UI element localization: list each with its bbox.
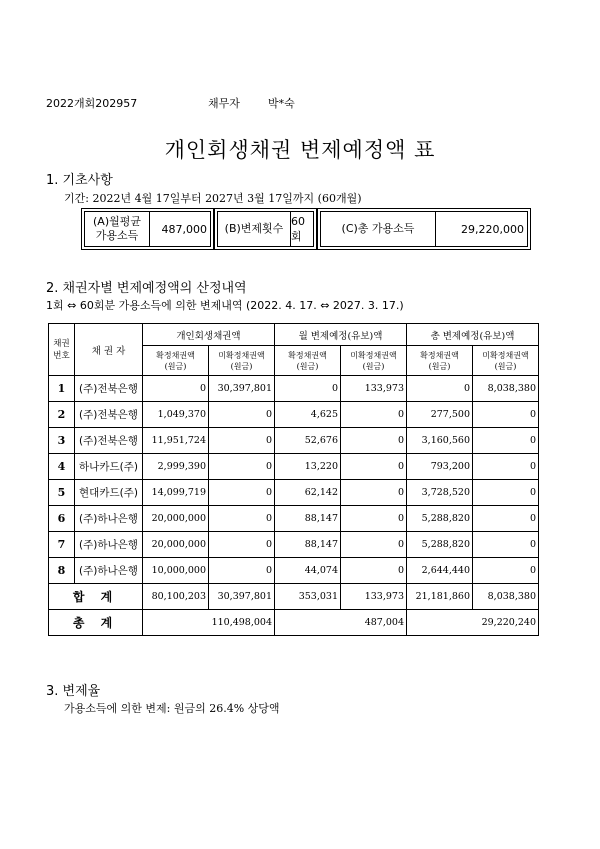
col-header-no-line1: 채권 xyxy=(53,338,70,349)
sub-header-confirmed: 확정채권액 (원금) xyxy=(143,346,209,376)
row-monthly-unconfirmed: 133,973 xyxy=(341,376,407,402)
table-row xyxy=(49,402,539,428)
grand-total-total: 29,220,240 xyxy=(407,610,539,636)
group-header-claims: 개인회생채권액 xyxy=(143,324,275,346)
row-total-confirmed: 3,728,520 xyxy=(407,480,473,506)
row-claims-unconfirmed: 0 xyxy=(209,558,275,584)
grand-total-monthly: 487,004 xyxy=(275,610,407,636)
subtotal-row xyxy=(49,584,539,610)
row-number: 4 xyxy=(49,454,75,480)
row-claims-unconfirmed: 0 xyxy=(209,402,275,428)
table-row xyxy=(49,506,539,532)
row-creditor: (주)전북은행 xyxy=(75,428,143,454)
col-header-no xyxy=(49,324,75,376)
row-monthly-confirmed: 44,074 xyxy=(275,558,341,584)
table-row xyxy=(49,558,539,584)
section1-heading: 1. 기초사항 xyxy=(46,173,113,188)
repayment-period: 기간: 2022년 4월 17일부터 2027년 3월 17일까지 (60개월) xyxy=(64,192,362,205)
repayment-basis: 1회 ⇔ 60회분 가용소득에 의한 변제내역 (2022. 4. 17. ⇔ 2027. 3. 17.) xyxy=(46,299,404,312)
row-creditor: (주)하나은행 xyxy=(75,558,143,584)
row-claims-confirmed: 11,951,724 xyxy=(143,428,209,454)
subtotal-total-confirmed: 21,181,860 xyxy=(407,584,473,610)
subtotal-monthly-confirmed: 353,031 xyxy=(275,584,341,610)
grand-total-claims: 110,498,004 xyxy=(143,610,275,636)
row-claims-unconfirmed: 0 xyxy=(209,454,275,480)
col-header-no-line2: 번호 xyxy=(53,350,70,361)
row-number: 7 xyxy=(49,532,75,558)
box-monthly-income-label-line1: (A)월평균 xyxy=(93,215,141,228)
row-number: 2 xyxy=(49,402,75,428)
sub-header-unconfirmed: 미확정채권액 (원금) xyxy=(341,346,407,376)
row-number: 3 xyxy=(49,428,75,454)
row-creditor: 현대카드(주) xyxy=(75,480,143,506)
row-total-unconfirmed: 0 xyxy=(473,428,539,454)
row-monthly-unconfirmed: 0 xyxy=(341,558,407,584)
box-monthly-income xyxy=(84,211,211,247)
box-monthly-income-value: 487,000 xyxy=(161,222,207,236)
debtor-name: 박*숙 xyxy=(268,97,295,110)
box-repayment-count xyxy=(217,211,314,247)
table-row xyxy=(49,480,539,506)
row-total-unconfirmed: 0 xyxy=(473,532,539,558)
row-claims-unconfirmed: 0 xyxy=(209,480,275,506)
box-total-income xyxy=(320,211,528,247)
row-total-confirmed: 793,200 xyxy=(407,454,473,480)
table-row xyxy=(49,454,539,480)
row-total-unconfirmed: 0 xyxy=(473,454,539,480)
row-monthly-unconfirmed: 0 xyxy=(341,454,407,480)
row-total-unconfirmed: 8,038,380 xyxy=(473,376,539,402)
row-monthly-unconfirmed: 0 xyxy=(341,480,407,506)
repayment-rate: 가용소득에 의한 변제: 원금의 26.4% 상당액 xyxy=(64,702,280,715)
row-claims-unconfirmed: 0 xyxy=(209,506,275,532)
row-claims-confirmed: 10,000,000 xyxy=(143,558,209,584)
sub-header-unconfirmed: 미확정채권액 (원금) xyxy=(473,346,539,376)
row-total-confirmed: 0 xyxy=(407,376,473,402)
box-repayment-count-value: 60회 xyxy=(291,214,305,243)
sub-header-unconfirmed: 미확정채권액 (원금) xyxy=(209,346,275,376)
box-monthly-income-label-line2: 가용소득 xyxy=(95,229,139,242)
row-creditor: (주)하나은행 xyxy=(75,506,143,532)
repayment-table xyxy=(48,323,539,636)
row-claims-confirmed: 20,000,000 xyxy=(143,506,209,532)
debtor-label: 채무자 xyxy=(208,97,240,110)
row-number: 6 xyxy=(49,506,75,532)
row-monthly-confirmed: 52,676 xyxy=(275,428,341,454)
row-total-unconfirmed: 0 xyxy=(473,506,539,532)
table-row xyxy=(49,376,539,402)
row-monthly-unconfirmed: 0 xyxy=(341,402,407,428)
row-total-unconfirmed: 0 xyxy=(473,402,539,428)
row-claims-confirmed: 20,000,000 xyxy=(143,532,209,558)
row-monthly-confirmed: 0 xyxy=(275,376,341,402)
row-total-confirmed: 277,500 xyxy=(407,402,473,428)
case-number: 2022개회202957 xyxy=(46,97,138,110)
table-row xyxy=(49,428,539,454)
row-number: 5 xyxy=(49,480,75,506)
box-total-income-label: (C)총 가용소득 xyxy=(321,212,436,246)
row-monthly-confirmed: 4,625 xyxy=(275,402,341,428)
row-monthly-unconfirmed: 0 xyxy=(341,532,407,558)
row-creditor: (주)하나은행 xyxy=(75,532,143,558)
subtotal-total-unconfirmed: 8,038,380 xyxy=(473,584,539,610)
group-header-total: 총 변제예정(유보)액 xyxy=(407,324,539,346)
subtotal-monthly-unconfirmed: 133,973 xyxy=(341,584,407,610)
row-monthly-confirmed: 88,147 xyxy=(275,532,341,558)
group-header-monthly: 월 변제예정(유보)액 xyxy=(275,324,407,346)
row-total-unconfirmed: 0 xyxy=(473,558,539,584)
row-monthly-confirmed: 62,142 xyxy=(275,480,341,506)
row-number: 1 xyxy=(49,376,75,402)
row-claims-unconfirmed: 30,397,801 xyxy=(209,376,275,402)
row-creditor: (주)전북은행 xyxy=(75,402,143,428)
row-monthly-confirmed: 88,147 xyxy=(275,506,341,532)
row-total-confirmed: 3,160,560 xyxy=(407,428,473,454)
row-monthly-unconfirmed: 0 xyxy=(341,506,407,532)
row-claims-confirmed: 2,999,390 xyxy=(143,454,209,480)
row-monthly-confirmed: 13,220 xyxy=(275,454,341,480)
row-total-confirmed: 2,644,440 xyxy=(407,558,473,584)
page-title: 개인회생채권 변제예정액 표 xyxy=(164,138,436,162)
table-row xyxy=(49,532,539,558)
row-claims-confirmed: 14,099,719 xyxy=(143,480,209,506)
row-claims-confirmed: 1,049,370 xyxy=(143,402,209,428)
subtotal-label: 합 계 xyxy=(49,584,143,610)
row-total-unconfirmed: 0 xyxy=(473,480,539,506)
subtotal-claims-unconfirmed: 30,397,801 xyxy=(209,584,275,610)
row-total-confirmed: 5,288,820 xyxy=(407,506,473,532)
grand-total-label: 총 계 xyxy=(49,610,143,636)
box-total-income-value: 29,220,000 xyxy=(461,222,524,236)
subtotal-claims-confirmed: 80,100,203 xyxy=(143,584,209,610)
box-monthly-income-label xyxy=(85,212,150,246)
sub-header-confirmed: 확정채권액 (원금) xyxy=(407,346,473,376)
grand-total-row xyxy=(49,610,539,636)
col-header-creditor: 채 권 자 xyxy=(75,324,143,376)
row-claims-unconfirmed: 0 xyxy=(209,532,275,558)
row-total-confirmed: 5,288,820 xyxy=(407,532,473,558)
section3-heading: 3. 변제율 xyxy=(46,684,101,699)
row-monthly-unconfirmed: 0 xyxy=(341,428,407,454)
row-number: 8 xyxy=(49,558,75,584)
row-creditor: (주)전북은행 xyxy=(75,376,143,402)
row-claims-confirmed: 0 xyxy=(143,376,209,402)
row-creditor: 하나카드(주) xyxy=(75,454,143,480)
row-claims-unconfirmed: 0 xyxy=(209,428,275,454)
section2-heading: 2. 채권자별 변제예정액의 산정내역 xyxy=(46,281,247,296)
box-repayment-count-label: (B)변제횟수 xyxy=(218,212,291,246)
sub-header-confirmed: 확정채권액 (원금) xyxy=(275,346,341,376)
